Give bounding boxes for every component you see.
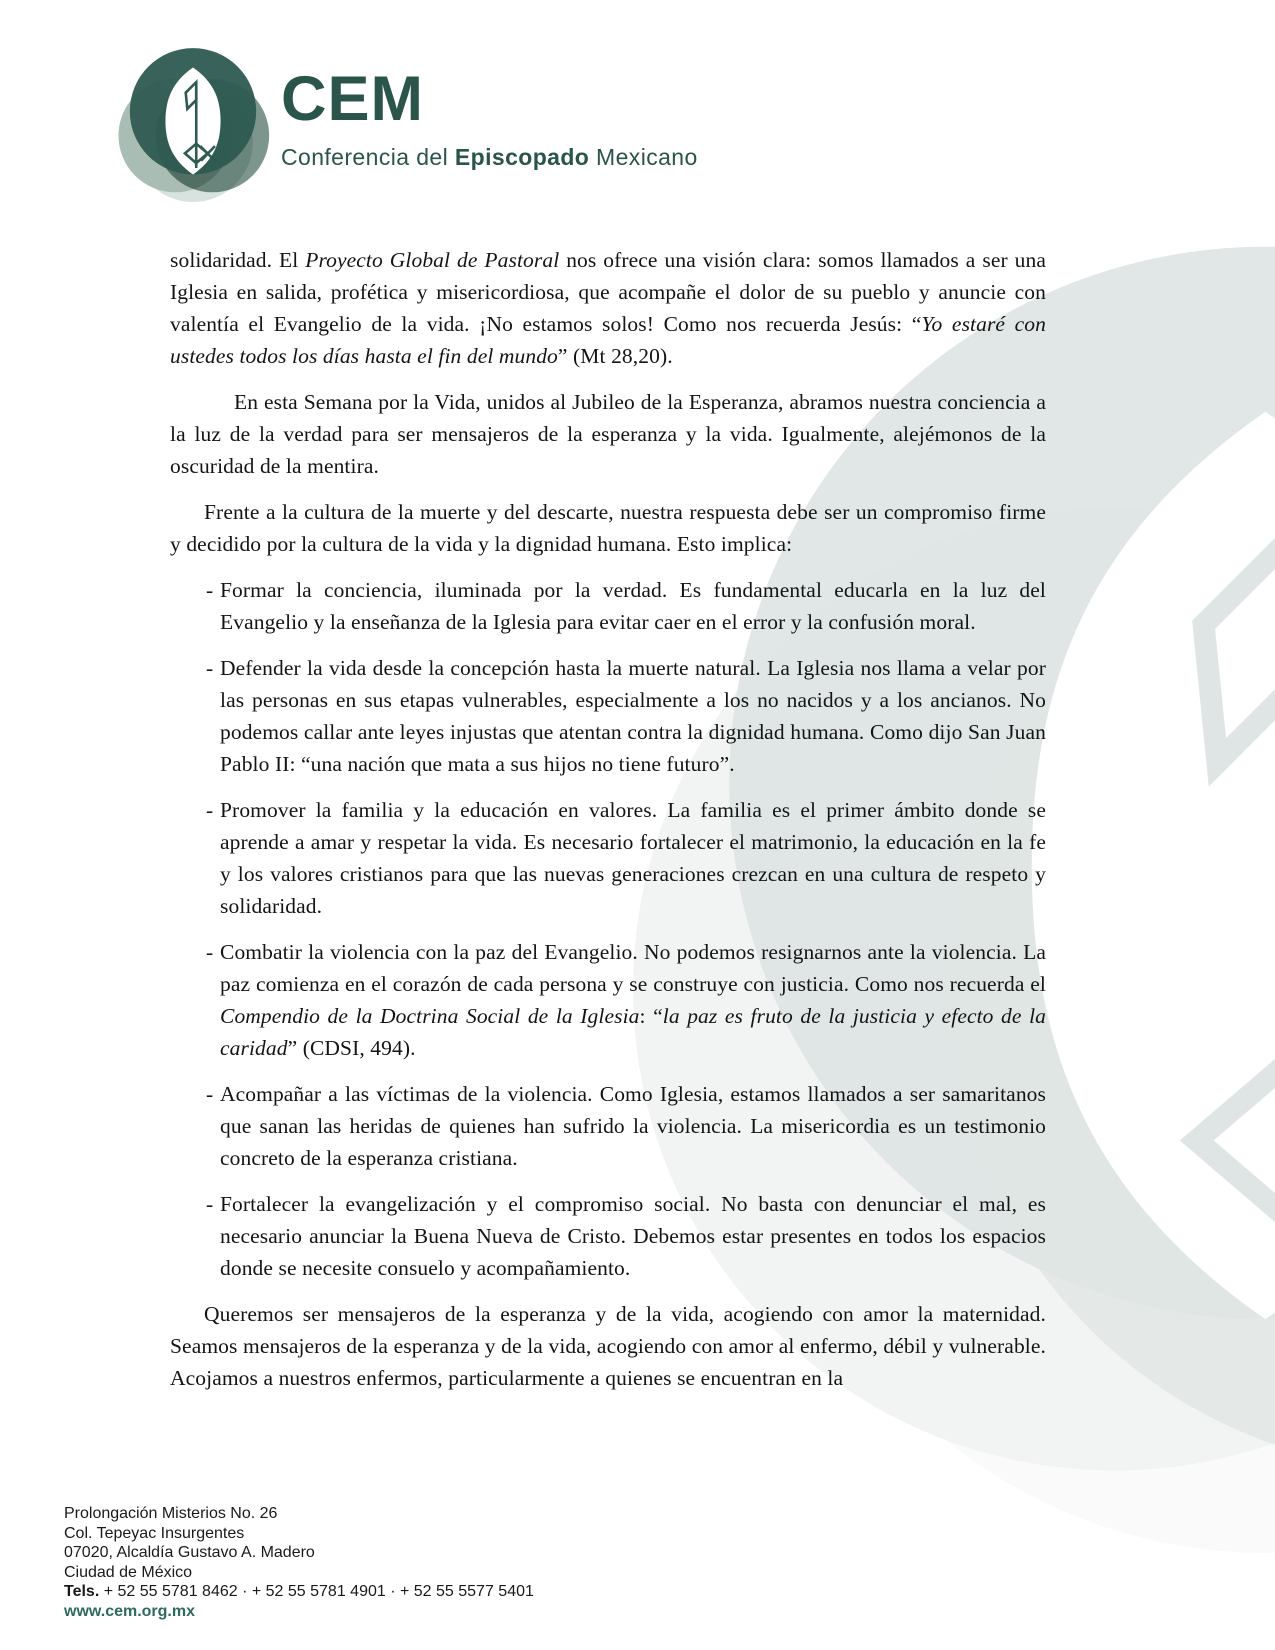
italic-text-segment: Proyecto Global de Pastoral — [305, 248, 560, 272]
paragraph — [170, 1298, 1046, 1394]
bullet-item — [170, 574, 1046, 638]
bullet-item — [170, 936, 1046, 1064]
bullet-item — [170, 1188, 1046, 1284]
text-segment: Promover la familia y la educación en valores. La familia es el primer ámbito donde se aprende a amar y respetar la vida. Es necesario fortalecer el matrimonio, la educación en la fe y los valores cristianos para que las nuevas generaciones crezcan en una cultura de respeto y solidaridad. — [220, 798, 1046, 918]
brand-tagline: Conferencia del Episcopado Mexicano — [281, 144, 698, 170]
italic-text-segment: Compendio de la Doctrina Social de la Iglesia — [220, 1004, 640, 1028]
text-segment: ” (Mt 28,20). — [557, 344, 673, 368]
text-segment: nos ofrece una visión clara: somos llamados a ser una Iglesia en salida, profética y misericordiosa, que acompañe el dolor de su pueblo y anuncie con valentía el Evangelio de la vida. ¡No estamos solos! Como nos recuerda Jesús: “ — [170, 248, 1046, 336]
text-segment: ” (CDSI, 494). — [287, 1036, 416, 1060]
bullet-dash: - — [206, 578, 214, 602]
footer-address-line: Ciudad de México — [64, 1563, 193, 1581]
text-segment: solidaridad. El — [170, 248, 306, 272]
footer-address-line: 07020, Alcaldía Gustavo A. Madero — [64, 1544, 315, 1561]
brand-wordmark: CEM — [281, 64, 424, 134]
paragraph — [170, 386, 1046, 482]
text-segment: Combatir la violencia con la paz del Evangelio. No podemos resignarnos ante la violencia. La paz comienza en el corazón de cada persona y se construye con justicia. Como nos recuerda el — [220, 940, 1046, 996]
bullet-dash: - — [206, 1082, 214, 1106]
bullet-item — [170, 652, 1046, 780]
italic-text-segment: la paz es fruto de la justicia y efecto de la caridad — [220, 1004, 1046, 1060]
text-segment: Defender la vida desde la concepción hasta la muerte natural. La Iglesia nos llama a velar por las personas en sus etapas vulnerables, especialmente a los no nacidos y a los ancianos. No podemos callar ante leyes injustas que atentan contra la dignidad humana. Como dijo San Juan Pablo II: “una nación que mata a sus hijos no tiene futuro”. — [220, 656, 1046, 776]
tels-numbers: + 52 55 5781 8462 · + 52 55 5781 4901 · + 52 55 5577 5401 — [99, 1583, 534, 1600]
footer-address-line: Prolongación Misterios No. 26 — [64, 1505, 278, 1522]
paragraph — [170, 496, 1046, 560]
logo-text-block — [281, 64, 698, 171]
text-segment: Acompañar a las víctimas de la violencia. Como Iglesia, estamos llamados a ser samaritanos que sanan las heridas de quienes han sufrido la violencia. La misericordia es un testimonio concreto de la esperanza cristiana. — [220, 1082, 1046, 1170]
letter-body — [170, 244, 1046, 1408]
italic-text-segment: Yo estaré con ustedes todos los días hasta el fin del mundo — [170, 312, 1046, 368]
footer-contact-block — [64, 1504, 534, 1621]
footer-phones — [64, 1582, 534, 1602]
bullet-item — [170, 1078, 1046, 1174]
bullet-item — [170, 794, 1046, 922]
bullet-dash: - — [206, 656, 214, 680]
text-segment: Queremos ser mensajeros de la esperanza y de la vida, acogiendo con amor la maternidad. Seamos mensajeros de la esperanza y de la vida, acogiendo con amor al enfermo, débil y vulnerable. Acojamos a nuestros enfermos, particularmente a quienes se encuentran en la — [170, 1302, 1046, 1390]
tels-label: Tels. — [64, 1583, 100, 1600]
text-segment: : “ — [639, 1004, 663, 1028]
footer-address-line: Col. Tepeyac Insurgentes — [64, 1524, 245, 1542]
text-segment: Frente a la cultura de la muerte y del descarte, nuestra respuesta debe ser un compromiso firme y decidido por la cultura de la vida y la dignidad humana. Esto implica: — [170, 500, 1046, 556]
text-segment: Fortalecer la evangelización y el compromiso social. No basta con denunciar el mal, es necesario anunciar la Buena Nueva de Cristo. Debemos estar presentes en todos los espacios donde se necesite consuelo y acompañamiento. — [220, 1192, 1046, 1280]
bullet-dash: - — [206, 1192, 214, 1216]
text-segment: En esta Semana por la Vida, unidos al Jubileo de la Esperanza, abramos nuestra conciencia a la luz de la verdad para ser mensajeros de la esperanza y la vida. Igualmente, alejémonos de la oscuridad de la mentira. — [170, 390, 1046, 478]
footer-website-link[interactable]: www.cem.org.mx — [64, 1602, 195, 1620]
paragraph — [170, 244, 1046, 372]
footer-address — [64, 1504, 534, 1582]
bullet-dash: - — [206, 798, 214, 822]
cem-crozier-circle-logo-icon — [112, 40, 274, 202]
bullet-dash: - — [206, 940, 214, 964]
text-segment: Formar la conciencia, iluminada por la verdad. Es fundamental educarla en la luz del Evangelio y la enseñanza de la Iglesia para evitar caer en el error y la confusión moral. — [220, 578, 1046, 634]
